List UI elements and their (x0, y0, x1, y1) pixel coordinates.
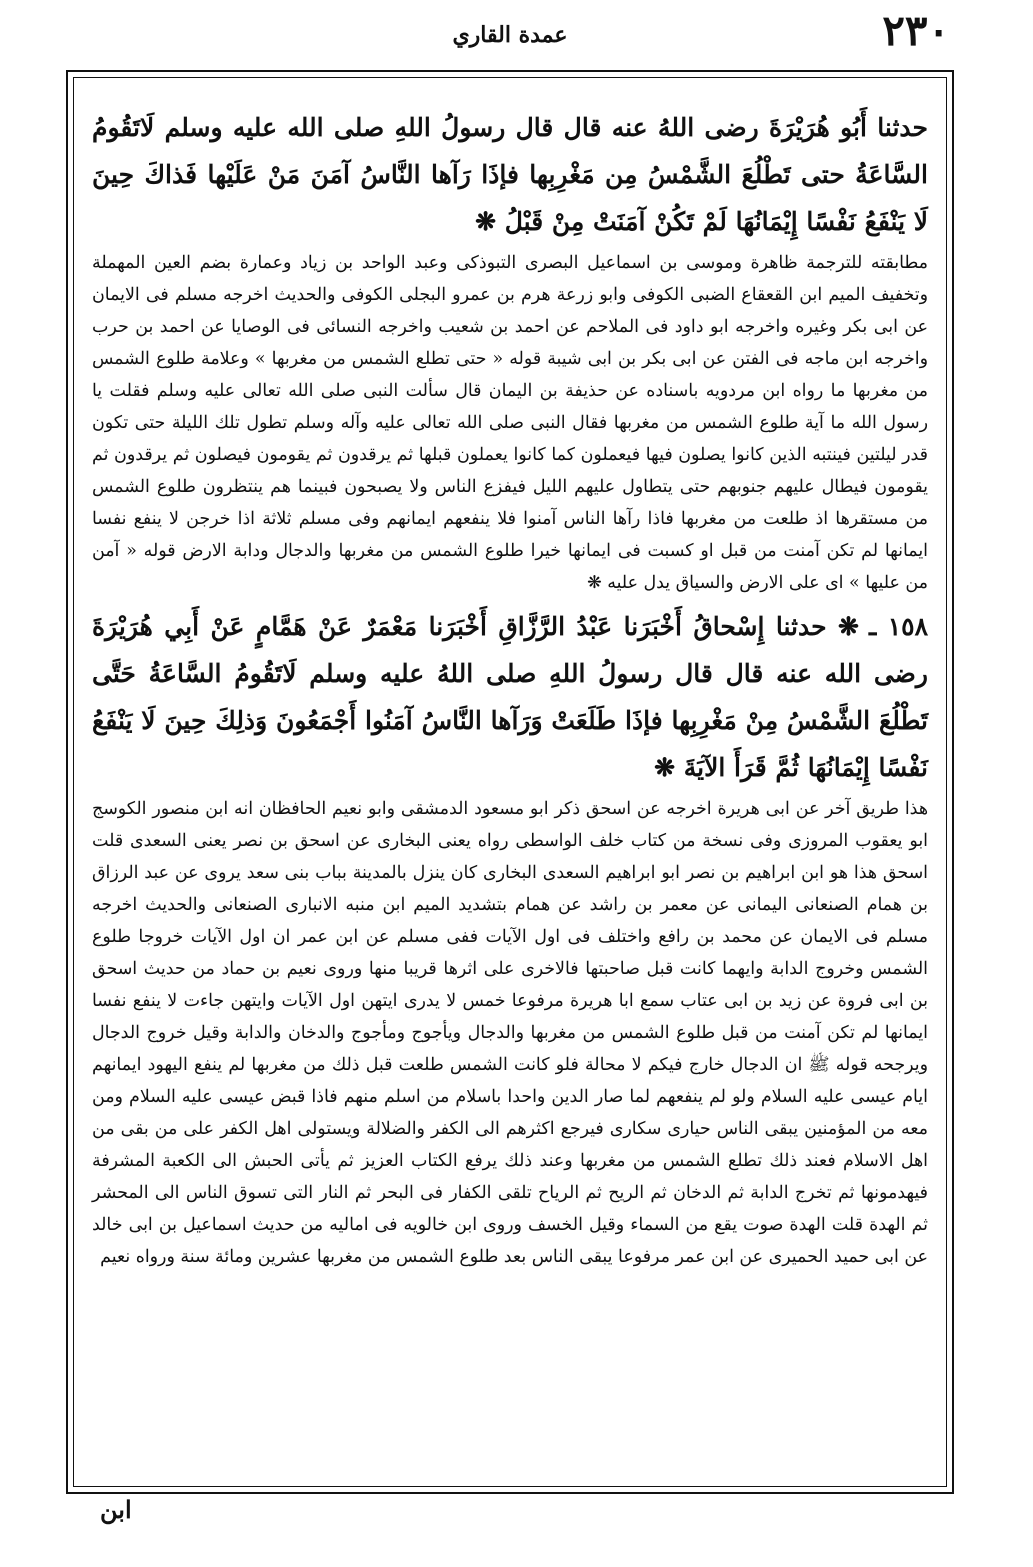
page-number: ٢٣٠ (882, 6, 950, 55)
running-title: عمدة القاري (452, 22, 568, 48)
hadith-158-text: ❋ حدثنا إِسْحاقُ أَخْبَرَنا عَبْدُ الرَّزَّاقِ أَخْبَرَنا مَعْمَرٌ عَنْ هَمَّامٍ عَنْ أَبِي هُرَيْرَةَ رضى الله عنه قال قال رسولُ اللهِ صلى اللهُ عليه وسلم لَاتَقُومُ السَّاعَةُ حَتَّى تَطْلُعَ الشَّمْسُ مِنْ مَغْرِبِها فإذَا طَلَعَتْ وَرَآها النَّاسُ آمَنُوا أَجْمَعُونَ وَذلِكَ حِينَ لَا يَنْفَعُ نَفْسًا إِيْمَانُهَا ثُمَّ قَرَأَ الآيَةَ ❋ (92, 612, 928, 782)
page-frame (66, 70, 954, 1494)
hadith-158 (92, 603, 928, 791)
page-frame-inner (73, 77, 947, 1487)
catchword: ابن (100, 1495, 132, 1524)
hadith-number: ١٥٨ ـ (868, 612, 929, 641)
commentary-158: هذا طريق آخر عن ابى هريرة اخرجه عن اسحق ذكر ابو مسعود الدمشقى وابو نعيم الحافظان انه ابن منصور الكوسج ابو يعقوب المروزى وفى نسخة من كتاب خلف الواسطى رواه يعنى البخارى عن اسحق بن نصر يعنى السعدى قلت اسحق هذا هو ابن ابراهيم بن نصر ابو ابراهيم السعدى البخارى كان ينزل بالمدينة بباب بنى سعد يروى عن عبد الرزاق بن همام الصنعانى اليمانى عن معمر بن راشد عن همام بتشديد الميم ابن منبه الانبارى الصنعانى والحديث اخرجه مسلم فى الايمان عن محمد بن رافع واختلف فى اول الآيات ففى مسلم عن ابن عمر ان اول الآيات خروجا طلوع الشمس وخروج الدابة وايهما كانت قبل صاحبتها فالاخرى على اثرها قريبا منها وروى نعيم بن حماد من حديث اسحق بن ابى فروة عن زيد بن ابى عتاب سمع ابا هريرة مرفوعا خمس لا يدرى ايتهن اول الآيات وايتهن جاءت لا ينفع نفسا ايمانها لم تكن آمنت من قبل طلوع الشمس من مغربها والدجال ويأجوج ومأجوج والدخان والدابة وقيل خروج الدجال ويرجحه قوله ﷺ ان الدجال خارج فيكم لا محالة فلو كانت الشمس طلعت قبل ذلك من مغربها لم ينفع اليهود ايمانهم ايام عيسى عليه السلام ولو لم ينفعهم لما صار الدين واحدا باسلام من اسلم منهم فاذا قبض عيسى عليه السلام ومن معه من المؤمنين يبقى الناس حيارى سكارى فيرجع اكثرهم الى الكفر والضلالة ويستولى اهل الكفر على من بقى من اهل الاسلام فعند ذلك تطلع الشمس من مغربها وعند ذلك يرفع الكتاب العزيز ثم يأتى الحبش الى الكعبة المشرفة فيهدمونها ثم تخرج الدابة ثم الدخان ثم الريح ثم الرياح تلقى الكفار فى البحر ثم النار التى تسوق الناس الى المحشر ثم الهدة قلت الهدة صوت يقع من السماء وقيل الخسف وروى ابن خالويه فى اماليه من حديث اسماعيل بن ابى خالد عن ابى حميد الحميرى عن ابن عمر مرفوعا يبقى الناس بعد طلوع الشمس من مغربها عشرين ومائة سنة ورواه نعيم (92, 799, 928, 1267)
page-header (70, 8, 950, 70)
commentary-157: مطابقته للترجمة ظاهرة وموسى بن اسماعيل البصرى التبوذكى وعبد الواحد بن زياد وعمارة بضم العين المهملة وتخفيف الميم ابن القعقاع الضبى الكوفى وابو زرعة هرم بن عمرو البجلى الكوفى والحديث اخرجه مسلم فى الايمان عن ابى بكر وغيره واخرجه ابو داود فى الملاحم عن احمد بن شعيب واخرجه النسائى فى الوصايا عن احمد بن حرب واخرجه ابن ماجه فى الفتن عن ابى بكر بن ابى شيبة قوله « حتى تطلع الشمس من مغربها » وعلامة طلوع الشمس من مغربها ما رواه ابن مردويه باسناده عن حذيفة بن اليمان قال سألت النبى صلى الله تعالى عليه وسلم فقلت يا رسول الله ما آية طلوع الشمس من مغربها فقال النبى صلى الله تعالى عليه وآله وسلم تطول تلك الليلة حتى تكون قدر ليلتين فينتبه الذين كانوا يصلون فيها فيعملون كما كانوا يعملون قبلها ثم يرقدون ثم يقومون فيصلون ثم يرقدون ثم يقومون فيطال عليهم جنوبهم حتى يتطاول عليهم الليل فيفزع الناس ولا يصبحون فبينما هم ينتظرون طلوع الشمس من مستقرها اذ طلعت من مغربها فاذا رآها الناس آمنوا فلا ينفعهم ايمانهم وفى مسلم ثلاثة اذا خرجن لا ينفع نفسا ايمانها لم تكن آمنت من قبل او كسبت فى ايمانها خيرا طلوع الشمس من مغربها والدجال ودابة الارض قوله « آمن من عليها » اى على الارض والسياق يدل عليه ❋ (92, 253, 928, 593)
text-block (92, 104, 928, 1476)
hadith-157-text: حدثنا أَبُو هُرَيْرَةَ رضى اللهُ عنه قال قال رسولُ اللهِ صلى الله عليه وسلم لَاتَقُومُ السَّاعَةُ حتى تَطْلُعَ الشَّمْسُ مِن مَغْرِبِها فإذَا رَآها النَّاسُ آمَنَ مَنْ عَلَيْها فَذاكَ حِينَ لَا يَنْفَعُ نَفْسًا إِيْمَانُهَا لَمْ تَكُنْ آمَنَتْ مِنْ قَبْلُ ❋ (92, 113, 928, 236)
